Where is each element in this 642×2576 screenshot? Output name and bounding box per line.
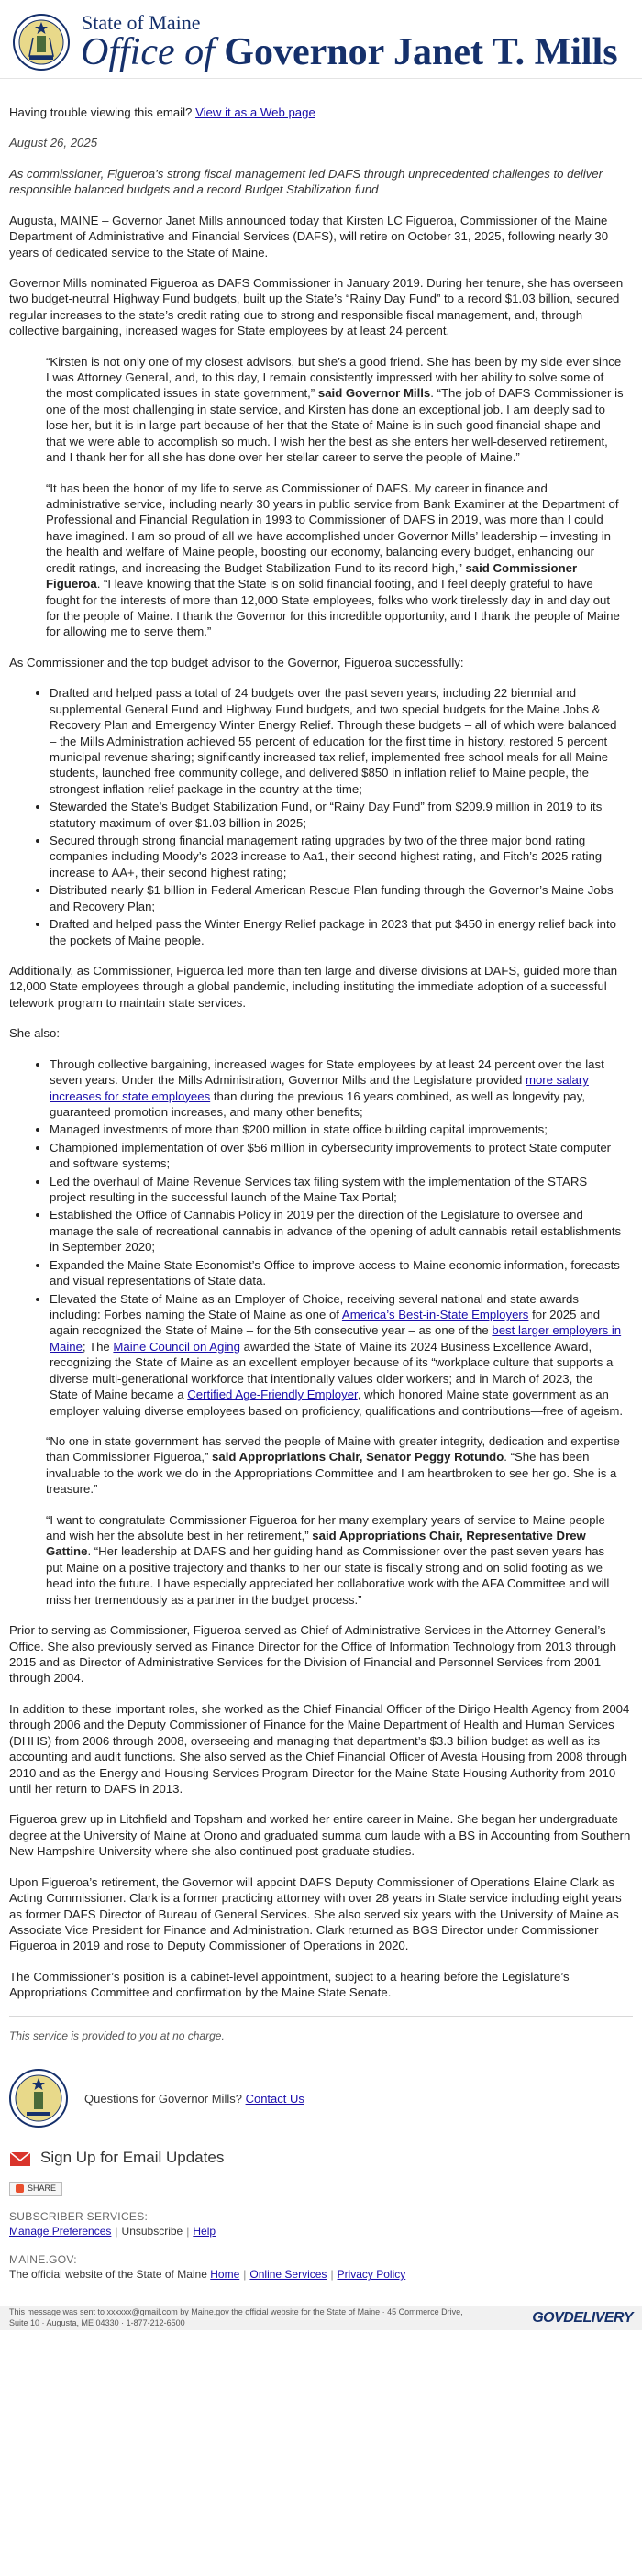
quote-attribution: said Appropriations Chair, Representative Drew Gattine (46, 1529, 586, 1559)
maine-gov-links (9, 2253, 633, 2283)
quote-text: . “The job of DAFS Commissioner is one of the most challenging in state service, and Kirsten has done an exceptional job. I am deeply sad to lose her, but it is in large part because of her that the State of Maine is in such good financial shape and that we were able to accomplish so much. I wish her the best as she enters her well-deserved retirement, and I thank her for all she has done over her stellar career to serve the people of Maine.” (46, 386, 624, 465)
paragraph-appointment: The Commissioner’s position is a cabinet-level appointment, subject to a hearing before the Legislature’s Appropriations Committee and confirmation by the Maine State Senate. (9, 1969, 570, 2000)
list-item: • Secured through strong financial management rating upgrades by two of the three major bond rating companies including Moody’s 2023 increase to Aa1, their second highest rating, and Fitch’s 2025 rating increase to AA+, their second highest rating; (50, 833, 624, 880)
divider: | (186, 2224, 190, 2238)
maine-gov-line (9, 2268, 633, 2283)
list-item: • Distributed nearly $1 billion in Federal American Rescue Plan funding through the Governor’s Maine Jobs and Recovery Plan; (50, 882, 624, 914)
signup-label: Sign Up for Email Updates (40, 2149, 225, 2167)
paragraph-intro: Augusta, MAINE – Governor Janet Mills announced today that Kirsten LC Figueroa, Commissioner of the Maine Department of Administrative and Financial Services (DAFS), will retire on October 31, 2025, following nearly 30 years of dedicated service to the State of Maine. (9, 213, 609, 260)
envelope-icon (9, 2150, 33, 2168)
paragraph-successor: Upon Figueroa’s retirement, the Governor will appoint DAFS Deputy Commissioner of Operations Elaine Clark as Acting Commissioner. Clark is a former practicing attorney with over 28 years in State service including eight years as former DAFS Director of Bureau of General Services. She also served six years with the University of Maine as Associate Vice President for Finance and Administration. Clark returned as BGS Director under Commissioner Figueroa in 2019 and rose to Deputy Commissioner of Operations in 2020. (9, 1874, 622, 1953)
paragraph-divisions: Additionally, as Commissioner, Figueroa led more than ten large and diverse divisions at DAFS, guided more than 12,000 State employees through a global pandemic, including instituting the immediate adoption of a successful telework program to maintain state services. (9, 963, 618, 1010)
web-view-line (9, 105, 633, 120)
paragraph-prior-roles: Prior to serving as Commissioner, Figueroa served as Chief of Administrative Services in the Attorney General’s Office. She also previously served as Finance Director for the Office of Information Technology from 2013 through 2015 and as Director of Administrative Services for the Division of Financial and Personnel Services from 2001 through 2004. (9, 1623, 616, 1686)
divider: | (243, 2268, 247, 2282)
quote-attribution: said Commissioner Figueroa (46, 560, 578, 591)
divider: | (115, 2224, 118, 2238)
list-item: • Managed investments of more than $200 million in state office building capital improvements; (50, 1122, 624, 1137)
subscriber-services (9, 2210, 633, 2239)
office-brand (81, 12, 618, 72)
help-link[interactable]: Help (193, 2224, 216, 2238)
quote-rotundo (46, 1433, 624, 1498)
paragraph-other-roles: In addition to these important roles, she worked as the Chief Financial Officer of the Dirigo Health Agency from 2004 through 2006 and the Deputy Commissioner of Finance for the Maine Department of Health and Human Services (DHHS) from 2006 through 2008, overseeing and managing that department’s $3.3 billion budget as well as its accounting and audit functions. She also served as the Chief Financial Officer of Avesta Housing from 2008 through 2010 and as the Energy and Housing Services Program Director for the Maine State Housing Authority from 2010 until her return to DAFS in 2013. (9, 1701, 630, 1796)
accomplishments-list (50, 685, 624, 948)
email-footer (0, 2016, 642, 2283)
sender-line: This message was sent to xxxxxx@gmail.com by Maine.gov the official website for the State of Maine · 45 Commerce Drive, (9, 2307, 463, 2317)
share-label: SHARE (28, 2183, 57, 2193)
also-list (50, 1056, 624, 1419)
maine-state-seal-icon (9, 2069, 68, 2128)
quote-commissioner (46, 481, 624, 640)
release-date: August 26, 2025 (9, 136, 98, 150)
state-line: State of Maine (82, 10, 201, 34)
quote-governor (46, 354, 624, 466)
paragraph-also: She also: (9, 1026, 60, 1041)
quote-text: “No one in state government has served the people of Maine with greater integrity, dedication and expertise than Commissioner Figueroa,” (46, 1433, 620, 1465)
quote-text: “Kirsten is not only one of my closest advisors, but she’s a good friend. She has been by my side ever since I was Attorney General, and, to this day, I remain consistently impressed with her ability to solve some of the most complicated issues in state government,” (46, 354, 622, 401)
maine-gov-title: MAINE.GOV: (9, 2253, 77, 2267)
paragraph-education: Figueroa grew up in Litchfield and Topsham and worked her entire career in Maine. She began her undergraduate degree at the University of Maine at Orono and graduated summa cum laude with a BS in Accounting from Southern New Hampshire University where she also continued post graduate studies. (9, 1812, 631, 1859)
contact-line (84, 2091, 304, 2106)
contact-us-link[interactable]: Contact Us (245, 2091, 304, 2106)
web-view-link[interactable]: View it as a Web page (195, 105, 315, 119)
email-body (0, 79, 642, 2001)
divider: | (330, 2268, 334, 2282)
quote-attribution: said Governor Mills (317, 386, 431, 401)
paragraph-accomplishments-lead: As Commissioner and the top budget advisor to the Governor, Figueroa successfully: (9, 655, 464, 669)
privacy-policy-link[interactable]: Privacy Policy (337, 2268, 406, 2282)
best-larger-employers-link[interactable]: best larger employers in Maine (50, 1323, 622, 1354)
service-disclaimer: This service is provided to you at no charge. (9, 2016, 633, 2044)
governor-name: Governor Janet T. Mills (224, 31, 618, 74)
unsubscribe-link[interactable]: Unsubscribe (121, 2224, 183, 2238)
list-item: • Established the Office of Cannabis Policy in 2019 per the direction of the Legislature to oversee and manage the sale of recreational cannabis in advance of the opening of adult cannabis retail establishments in September 2020; (50, 1207, 624, 1255)
maine-state-seal-icon (13, 14, 70, 71)
signup-row[interactable] (9, 2148, 633, 2168)
web-view-prompt: Having trouble viewing this email? (9, 105, 193, 119)
home-link[interactable]: Home (210, 2268, 240, 2282)
quote-text: . “Her leadership at DAFS and her guiding hand as Commissioner over the past seven years has put Maine on a positive trajectory and thanks to her our state is fiscally strong and on solid footing as we head into the future. I have especially appreciated her collaborative work with the AFA Committee and will miss her tremendously as a partner in the budget process.” (46, 1544, 610, 1607)
contact-row (9, 2069, 633, 2128)
services-links (9, 2225, 633, 2239)
list-item: • Drafted and helped pass the Winter Energy Relief package in 2023 that put $450 in energy relief back into the pockets of Maine people. (50, 916, 624, 948)
quote-text: . “She has been invaluable to the work we do in the Appropriations Committee and I am heartbroken to see her go. She is a treasure.” (46, 1450, 617, 1497)
sender-address: Suite 10 · Augusta, ME 04330 · 1-877-212-6500 (9, 2318, 185, 2328)
best-in-state-employers-link[interactable]: America’s Best-in-State Employers (341, 1308, 529, 1321)
quote-text: “It has been the honor of my life to serve as Commissioner of DAFS. My career in finance and administrative service, including nearly 30 years in public service from Bank Examiner at the Department of Professional and Financial Regulation in 1993 to Commissioner of DAFS in 2019, was more than I could have imagined. I am so proud of all we have accomplished under Governor Mills’ leadership – investing in the health and welfare of Maine people, boosting our economy, balancing every budget, enhancing our credit ratings, and increasing the Budget Stabilization Fund to its record high,” (46, 481, 619, 575)
quote-text: . “I leave knowing that the State is on solid financial footing, and I feel deeply grateful to have fought for the interests of more than 12,000 State employees, folks who work tirelessly day in and day out for the people of Maine. I thank the Governor for this incredible opportunity, and I thank the people of Maine for allowing me to serve them.” (46, 577, 620, 639)
release-subtitle: As commissioner, Figueroa’s strong fiscal management led DAFS through unprecedented challenges to deliver responsible balanced budgets and a record Budget Stabilization fund (9, 166, 603, 197)
list-item: • Stewarded the State’s Budget Stabilization Fund, or “Rainy Day Fund” from $209.9 million in 2019 to its statutory maximum of over $1.03 billion in 2025; (50, 799, 624, 831)
list-item: • Championed implementation of over $56 million in cybersecurity improvements to protect State computer and software systems; (50, 1140, 624, 1172)
list-item: • Through collective bargaining, increased wages for State employees by at least 24 percent over the last seven years. Under the Mills Administration, Governor Mills and the Legislature provided more salary increases for state employees than during the previous 16 years combined, as well as longevity pay, guaranteed promotion increases, and many other benefits; (50, 1056, 624, 1121)
list-item: • Elevated the State of Maine as an Employer of Choice, receiving several national and state awards including: Forbes naming the State of Maine as one of America’s Best-in-State Employers for 2025 and again recognized the State of Maine – for the 5th consecutive year – as one of the best larger employers in Maine; The Maine Council on Aging awarded the State of Maine its 2024 Business Excellence Award, recognizing the State of Maine as an excellent employer because of its “workplace culture that supports a diverse multi-generational workforce that intentionally values older workers; and in March of 2023, the State of Maine became a Certified Age-Friendly Employer, which honored Maine state government as an employer valuing diverse employees based on proficiency, qualifications and contributions—free of ageism. (50, 1291, 624, 1419)
salary-increases-link[interactable]: more salary increases for state employees (50, 1073, 589, 1103)
list-item: • Drafted and helped pass a total of 24 budgets over the past seven years, including 22 biennial and supplemental General Fund and Highway Fund budgets, and two special budgets for the Maine Jobs & Recovery Plan and Emergency Winter Energy Relief. Through these budgets – all of which were balanced – the Mills Administration achieved 55 percent of education for the first time in history, restored 5 percent municipal revenue sharing; significantly increased tax relief, implemented free school meals for all Maine students, launched free community college, and delivered $850 in inflation relief to Maine people, the strongest inflation relief package in the country at the time; (50, 685, 624, 797)
maine-council-on-aging-link[interactable]: Maine Council on Aging (113, 1339, 240, 1354)
list-item: • Led the overhaul of Maine Revenue Services tax filing system with the implementation of the STARS project resulting in the successful launch of the Maine Tax Portal; (50, 1174, 624, 1206)
contact-prompt: Questions for Governor Mills? (84, 2091, 242, 2106)
official-site-text: The official website of the State of Maine (9, 2268, 207, 2282)
office-prefix: Office of (81, 31, 225, 74)
quote-attribution: said Appropriations Chair, Senator Peggy Rotundo (212, 1450, 504, 1465)
paragraph-nomination: Governor Mills nominated Figueroa as DAFS Commissioner in January 2019. During her tenure, she has overseen two budget-neutral Highway Fund budgets, built up the State’s “Rainy Day Fund” to a record $1.03 billion, secured regular increases to the state’s credit rating due to strong and responsible fiscal management, and, through collective bargaining, increased wages for State employees by at least 24 percent. (9, 275, 624, 338)
manage-preferences-link[interactable]: Manage Preferences (9, 2224, 112, 2238)
online-services-link[interactable]: Online Services (249, 2268, 327, 2282)
services-title: SUBSCRIBER SERVICES: (9, 2209, 149, 2223)
sender-info (9, 2307, 463, 2329)
share-button[interactable] (9, 2182, 62, 2196)
quote-gattine (46, 1512, 624, 1609)
list-item: • Expanded the Maine State Economist’s Office to improve access to Maine economic information, forecasts and visual representations of State data. (50, 1257, 624, 1289)
bottom-bar (0, 2306, 642, 2330)
age-friendly-employer-link[interactable]: Certified Age-Friendly Employer (187, 1388, 358, 1402)
quote-text: “I want to congratulate Commissioner Figueroa for her many exemplary years of service to Maine people and wish her the absolute best in her retirement,” (46, 1512, 605, 1543)
share-icon (16, 2184, 24, 2193)
office-title (81, 33, 618, 72)
email-header (0, 0, 642, 79)
govdelivery-logo[interactable]: GOVDELIVERY (532, 2310, 633, 2327)
